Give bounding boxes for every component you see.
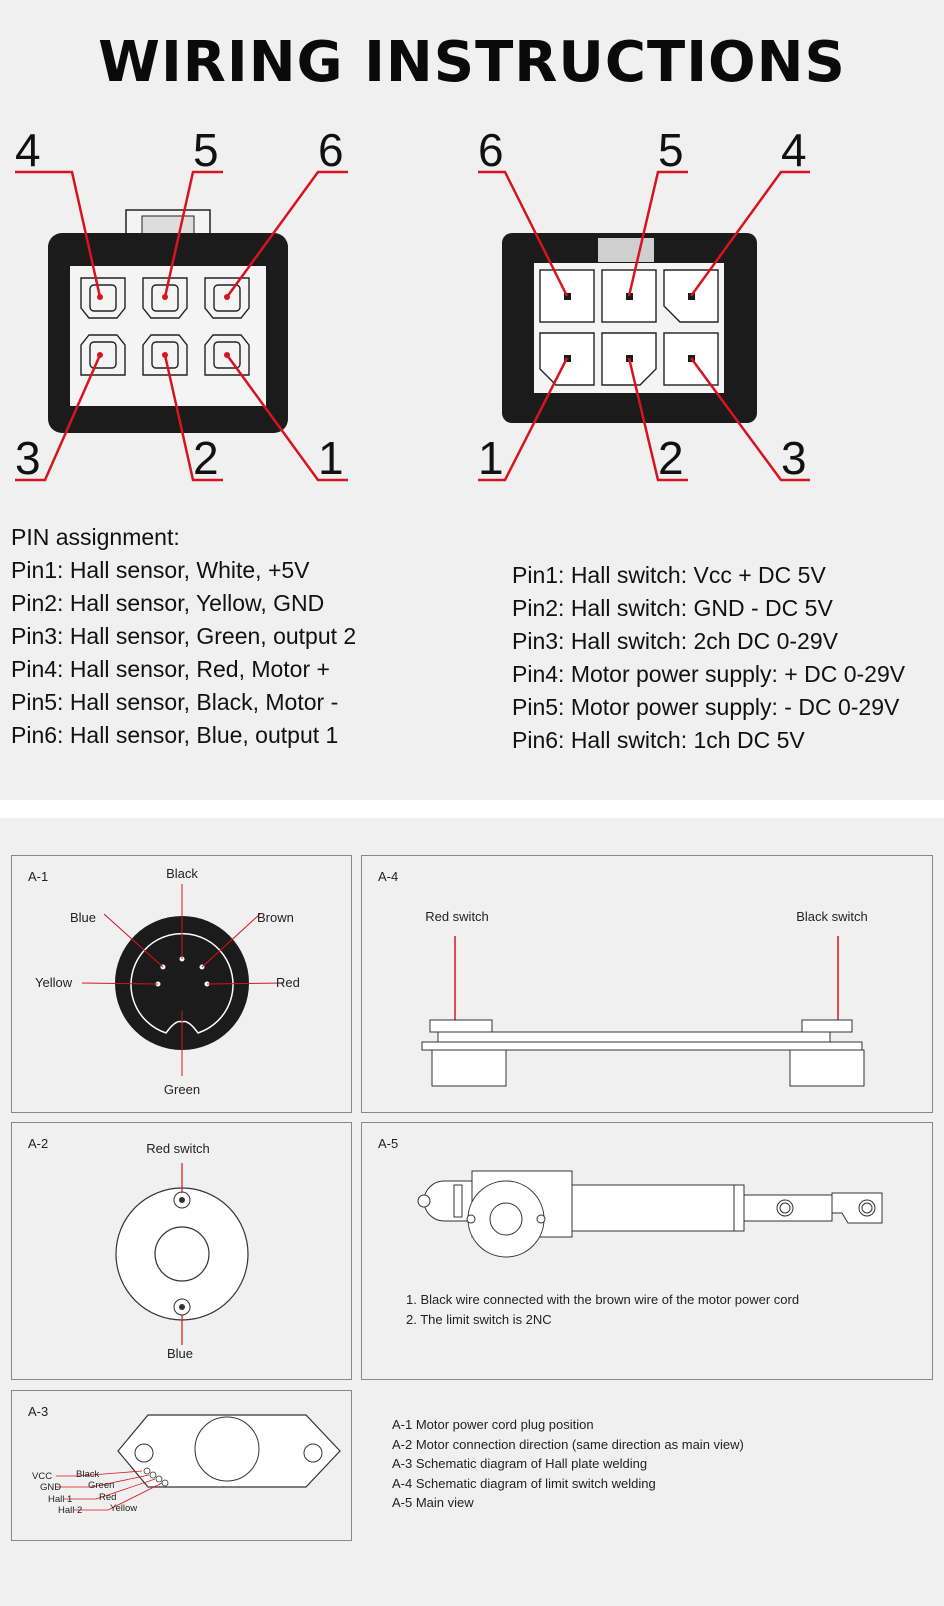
right-pin-5: Pin5: Motor power supply: - DC 0-29V	[512, 694, 900, 720]
right-pin-4: Pin4: Motor power supply: + DC 0-29V	[512, 661, 906, 687]
pin-assignment-heading: PIN assignment:	[11, 524, 180, 550]
right-connector-diagram	[470, 130, 850, 500]
legend-a2: A-2 Motor connection direction (same direction as main view)	[392, 1436, 744, 1452]
left-top-number-5: 5	[193, 130, 219, 176]
left-bottom-number-2: 2	[193, 432, 219, 484]
legend-a3: A-3 Schematic diagram of Hall plate welding	[392, 1456, 648, 1471]
a5-notes	[406, 1290, 799, 1329]
right-bottom-number-2: 2	[658, 432, 684, 484]
right-top-number-6: 6	[478, 130, 504, 176]
left-pin-5: Pin5: Hall sensor, Black, Motor -	[11, 689, 339, 715]
a2-motor-direction-diagram	[12, 1123, 351, 1379]
a1-green-label: Green	[163, 1082, 201, 1097]
left-pin-list	[11, 521, 356, 752]
a2-label: A-2	[28, 1136, 49, 1151]
a2-red-switch-label: Red switch	[146, 1141, 210, 1156]
a1-blue-label: Blue	[70, 910, 97, 925]
box-a3	[11, 1390, 352, 1541]
a3-vcc-label: VCC	[32, 1471, 53, 1482]
a4-red-switch-label: Red switch	[425, 909, 489, 924]
left-pin-6: Pin6: Hall sensor, Blue, output 1	[11, 722, 339, 748]
a2-blue-label: Blue	[166, 1346, 194, 1361]
a4-limit-switch-diagram	[362, 856, 932, 1112]
box-a1	[11, 855, 352, 1113]
left-top-number-4: 4	[15, 130, 41, 176]
a3-label: A-3	[28, 1404, 49, 1419]
left-pin-4: Pin4: Hall sensor, Red, Motor +	[11, 656, 330, 682]
a3-black-wire-label: Black	[76, 1469, 100, 1480]
a1-plug-diagram	[12, 856, 351, 1112]
right-pin-6: Pin6: Hall switch: 1ch DC 5V	[512, 727, 805, 753]
a5-main-view-diagram	[362, 1123, 932, 1283]
a1-label: A-1	[28, 869, 49, 884]
a5-label: A-5	[378, 1136, 399, 1151]
left-top-number-6: 6	[318, 130, 344, 176]
a3-yellow-wire-label: Yellow	[110, 1503, 138, 1514]
right-pin-3: Pin3: Hall switch: 2ch DC 0-29V	[512, 628, 838, 654]
a3-hall-plate-diagram	[12, 1391, 351, 1540]
right-pin-1: Pin1: Hall switch: Vcc + DC 5V	[512, 562, 826, 588]
a3-hall2-label: Hall 2	[58, 1505, 83, 1516]
right-pin-2: Pin2: Hall switch: GND - DC 5V	[512, 595, 833, 621]
left-bottom-number-3: 3	[15, 432, 41, 484]
a3-gnd-label: GND	[40, 1482, 62, 1493]
box-a5	[361, 1122, 933, 1380]
left-connector-diagram	[0, 130, 380, 500]
page-title: WIRING INSTRUCTIONS	[98, 30, 846, 95]
right-bottom-number-1: 1	[478, 432, 504, 484]
legend-a4: A-4 Schematic diagram of limit switch welding	[392, 1475, 656, 1491]
a3-red-wire-label: Red	[99, 1492, 117, 1503]
a3-green-wire-label: Green	[88, 1480, 115, 1491]
right-top-number-4: 4	[781, 130, 807, 176]
a1-red-label: Red	[276, 975, 300, 990]
legend-a1: A-1 Motor power cord plug position	[392, 1417, 594, 1432]
legend-a5: A-5 Main view	[392, 1495, 474, 1510]
left-pin-1: Pin1: Hall sensor, White, +5V	[11, 557, 310, 583]
right-top-number-5: 5	[658, 130, 684, 176]
a1-black-label: Black	[166, 866, 198, 881]
right-pin-list	[512, 559, 905, 757]
a4-black-switch-label: Black switch	[796, 909, 868, 924]
legend	[392, 1415, 744, 1513]
left-pin-2: Pin2: Hall sensor, Yellow, GND	[11, 590, 325, 616]
left-pin-3: Pin3: Hall sensor, Green, output 2	[11, 623, 357, 649]
box-a2	[11, 1122, 352, 1380]
a5-note-2: 2. The limit switch is 2NC	[406, 1311, 552, 1327]
box-a4	[361, 855, 933, 1113]
a3-hall1-label: Hall 1	[48, 1494, 73, 1505]
a5-note-1: 1. Black wire connected with the brown wire of the motor power cord	[406, 1292, 800, 1307]
right-bottom-number-3: 3	[781, 432, 807, 484]
a4-label: A-4	[378, 869, 399, 884]
left-bottom-number-1: 1	[318, 432, 344, 484]
a1-yellow-label: Yellow	[35, 975, 73, 990]
a1-brown-label: Brown	[257, 910, 294, 925]
